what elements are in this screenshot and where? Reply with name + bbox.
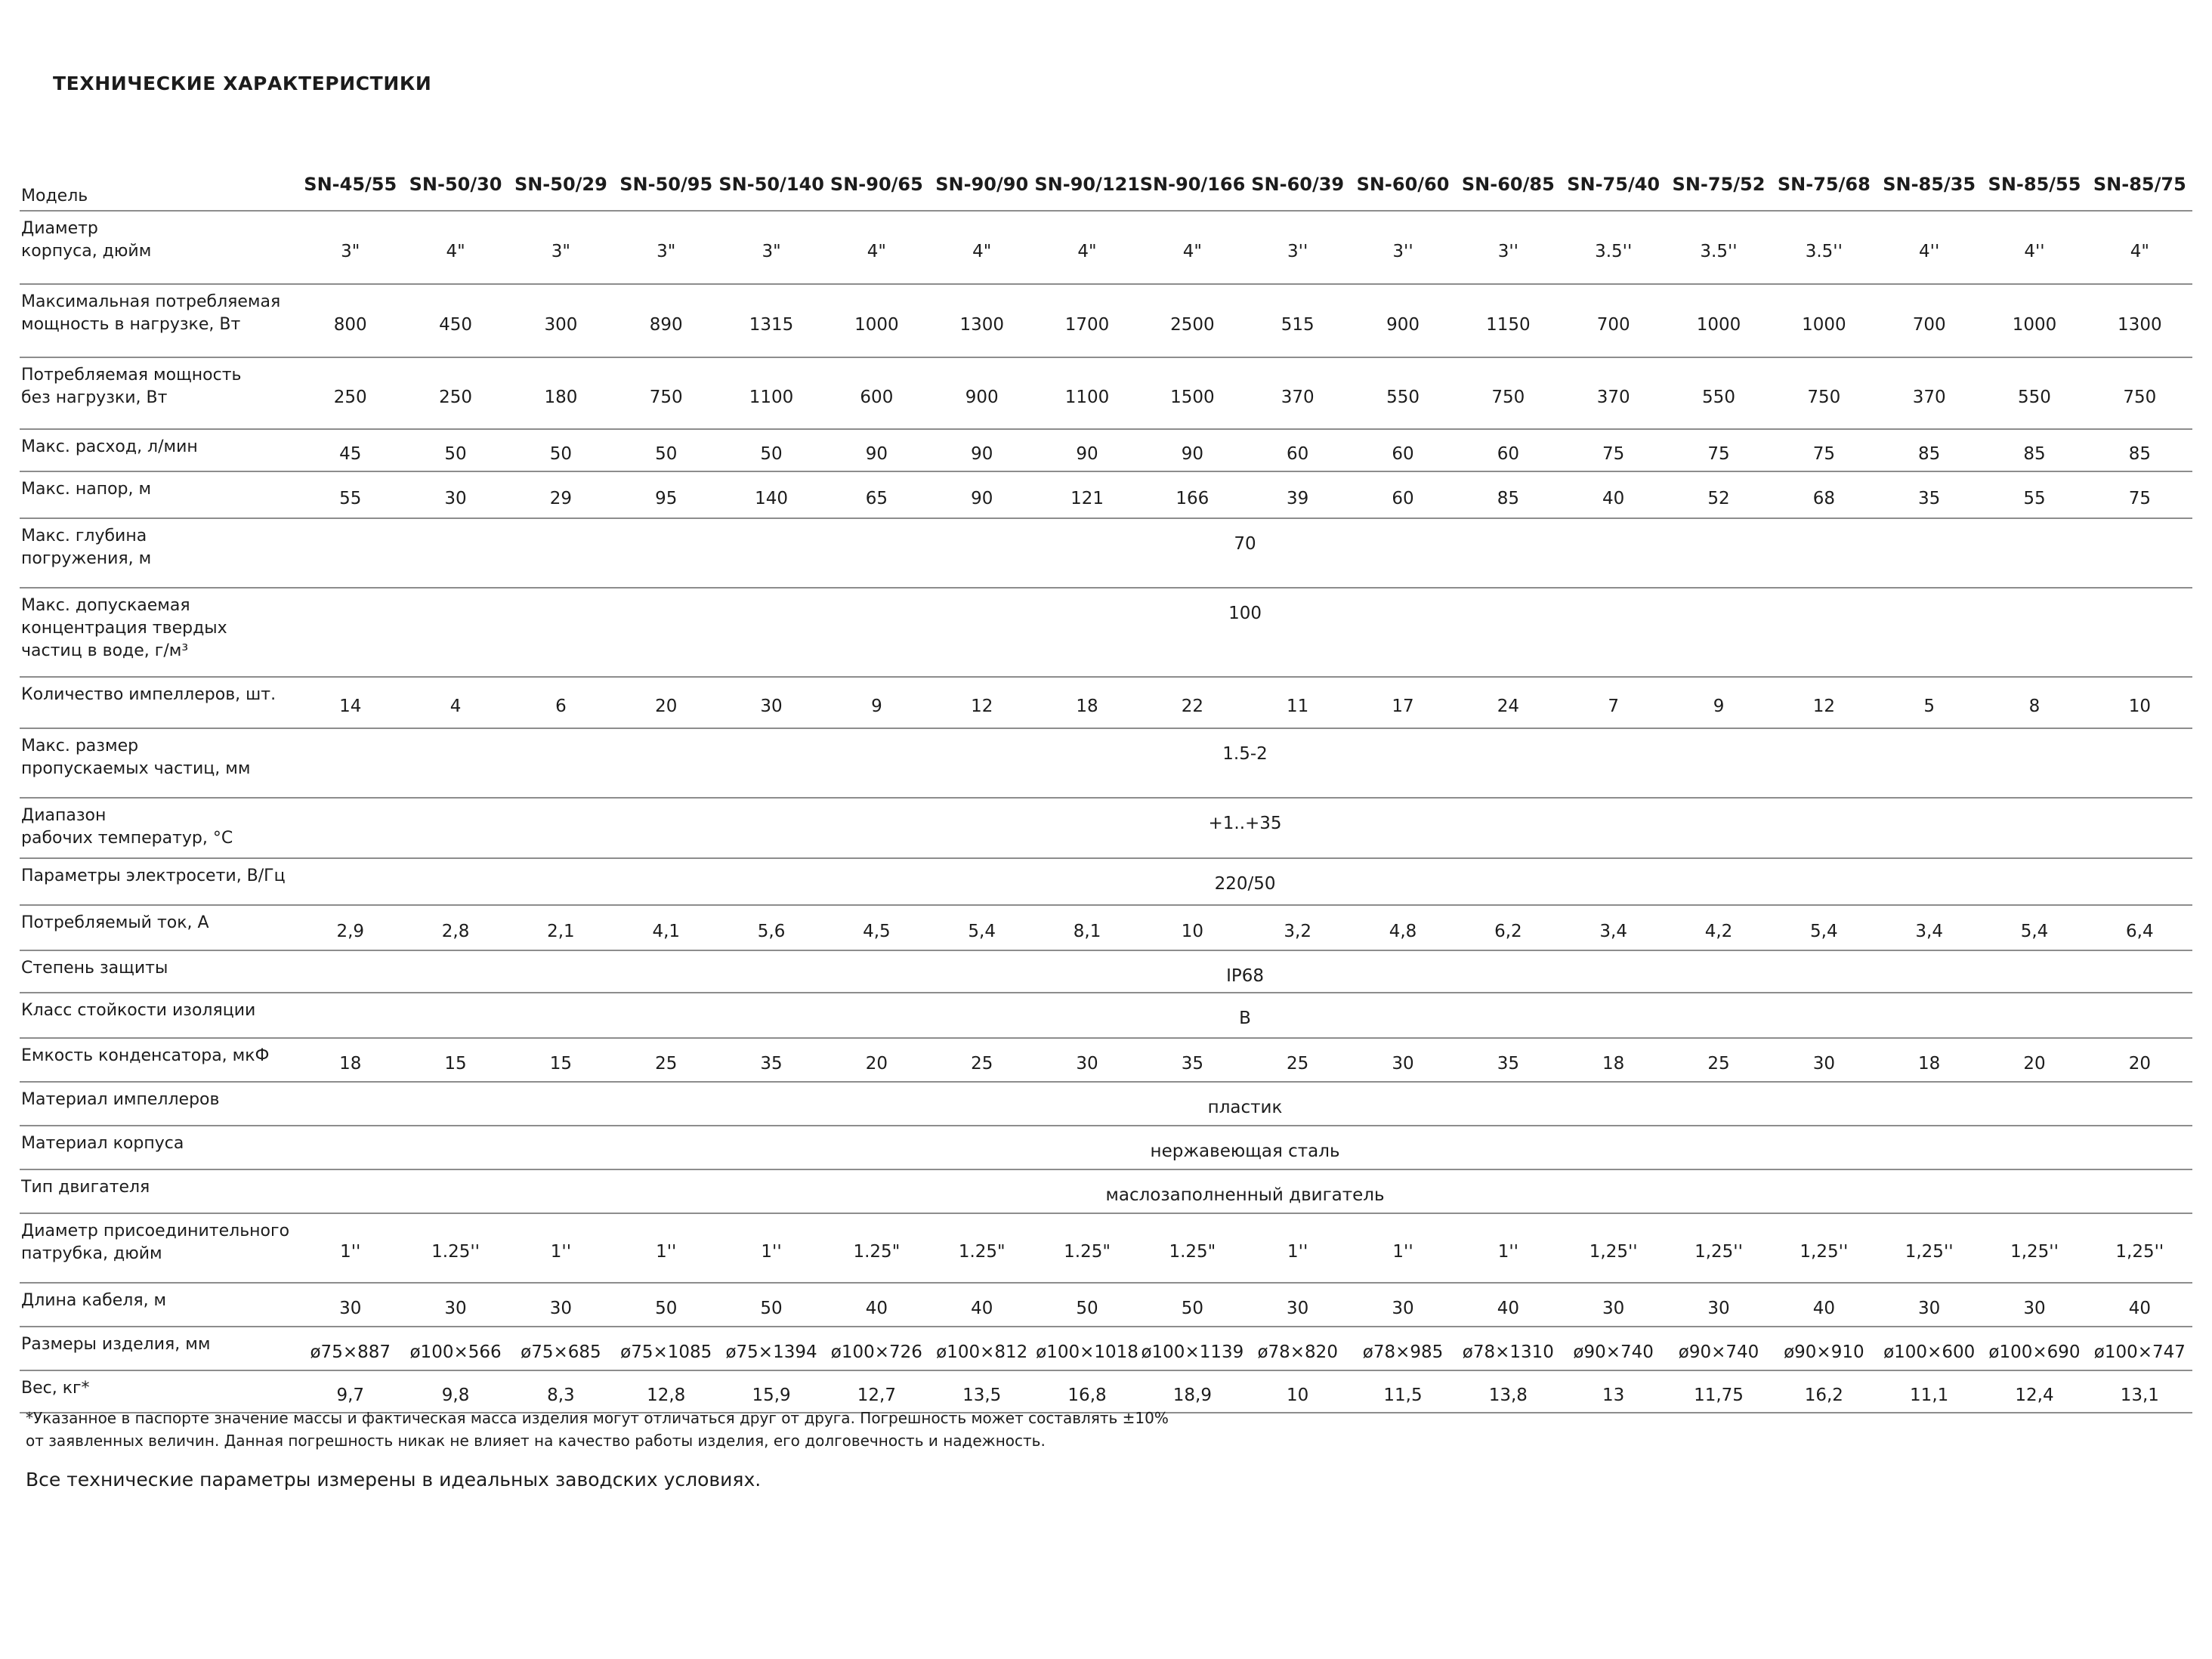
spec-value: 85: [2128, 444, 2151, 464]
spec-value: 1.25": [958, 1242, 1006, 1262]
spec-value-merged: маслозаполненный двигатель: [1105, 1185, 1385, 1205]
spec-value: 18: [339, 1054, 362, 1074]
spec-value: 900: [1386, 314, 1420, 335]
spec-value: 10: [2128, 697, 2151, 716]
spec-value: 40: [865, 1299, 888, 1318]
spec-value: 700: [1596, 314, 1630, 335]
model-label: Модель: [21, 187, 88, 205]
spec-value: 3,2: [1284, 922, 1311, 941]
spec-label: Макс. напор, м: [21, 480, 152, 499]
spec-value: 4,1: [652, 922, 681, 941]
spec-value: 5,4: [2020, 922, 2049, 941]
spec-value: 20: [2128, 1054, 2151, 1074]
spec-value: ø100×1139: [1141, 1342, 1244, 1362]
spec-value: 1'': [656, 1242, 677, 1262]
spec-value: 18: [1918, 1054, 1941, 1074]
spec-row: [20, 471, 2192, 518]
spec-value: 3'': [1392, 241, 1413, 261]
spec-value: 29: [549, 489, 573, 508]
spec-value: 25: [1287, 1054, 1309, 1074]
spec-value: 1'': [761, 1242, 782, 1262]
spec-row: [20, 518, 2192, 588]
model-name: SN-60/60: [1356, 174, 1450, 195]
spec-value: 4": [1182, 241, 1202, 261]
spec-value: 1'': [340, 1242, 361, 1262]
spec-row: [20, 1038, 2192, 1082]
spec-label: Материал корпуса: [21, 1134, 184, 1153]
spec-value: 50: [655, 1299, 678, 1318]
spec-label: Материал импеллеров: [21, 1090, 220, 1109]
spec-value: 4": [867, 241, 886, 261]
spec-value: 370: [1596, 387, 1630, 407]
spec-value: 30: [760, 697, 783, 716]
spec-label: Количество импеллеров, шт.: [21, 685, 276, 704]
spec-value: 4'': [2024, 241, 2045, 261]
spec-value: 800: [333, 314, 367, 335]
spec-value: 11,1: [1910, 1386, 1949, 1405]
spec-value: 75: [2128, 489, 2151, 508]
spec-value: 2500: [1170, 314, 1215, 335]
spec-label: Диаметр присоединительного патрубка, дюйм: [21, 1222, 290, 1263]
spec-value: 1300: [959, 314, 1004, 335]
spec-label: Макс. допускаемая концентрация твердых частиц в воде, г/м³: [21, 596, 227, 660]
spec-value: 24: [1497, 697, 1519, 716]
spec-label: Максимальная потребляемая мощность в нагрузке, Вт: [21, 292, 281, 334]
spec-value: 7: [1608, 697, 1619, 716]
spec-value: 1300: [2118, 314, 2162, 335]
spec-value: 1'': [1497, 1242, 1518, 1262]
spec-value: 20: [2023, 1054, 2046, 1074]
spec-value: 890: [649, 314, 683, 335]
spec-value: 750: [2123, 387, 2157, 407]
spec-value: ø100×812: [936, 1342, 1028, 1362]
spec-value: 1'': [1392, 1242, 1413, 1262]
spec-label: Емкость конденсатора, мкФ: [21, 1046, 270, 1065]
spec-value: 1.25": [853, 1242, 901, 1262]
spec-value: 1.25": [1064, 1242, 1111, 1262]
spec-value-merged: 220/50: [1214, 874, 1276, 894]
spec-value: 1100: [749, 387, 794, 407]
spec-value: 50: [760, 1299, 783, 1318]
spec-value: 250: [333, 387, 367, 407]
spec-value: 40: [1812, 1299, 1835, 1318]
spec-value: 20: [655, 697, 678, 716]
spec-value: 8: [2028, 697, 2041, 716]
spec-label: Параметры электросети, В/Гц: [21, 867, 286, 885]
spec-value: 50: [655, 444, 678, 464]
spec-value: 85: [2023, 444, 2046, 464]
spec-value: 13,1: [2120, 1386, 2159, 1405]
spec-label: Потребляемый ток, А: [21, 913, 209, 932]
spec-value: 10: [1287, 1386, 1309, 1405]
spec-value: 1700: [1064, 314, 1110, 335]
spec-value: 50: [1076, 1299, 1098, 1318]
spec-value: 25: [971, 1054, 993, 1074]
spec-value: 10: [1181, 922, 1203, 941]
spec-value: 3,4: [1599, 922, 1627, 941]
spec-value: 50: [444, 444, 467, 464]
spec-row: [20, 1213, 2192, 1283]
spec-value: ø100×566: [409, 1342, 502, 1362]
spec-label: Диапазон рабочих температур, °С: [21, 806, 233, 848]
spec-value: ø78×820: [1257, 1342, 1338, 1362]
spec-value: 1'': [1287, 1242, 1308, 1262]
spec-row: [20, 728, 2192, 798]
spec-value: 4: [450, 697, 462, 716]
model-name: SN-75/52: [1672, 174, 1766, 195]
spec-value: 30: [339, 1299, 362, 1318]
spec-value-merged: 100: [1228, 604, 1262, 623]
spec-value: 12,4: [2015, 1386, 2054, 1405]
spec-value: 1315: [749, 314, 794, 335]
spec-value: 85: [1497, 489, 1519, 508]
spec-value: ø100×600: [1883, 1342, 1976, 1362]
spec-value: 40: [2128, 1299, 2151, 1318]
spec-value-merged: B: [1239, 1009, 1251, 1028]
spec-value: 68: [1812, 489, 1835, 508]
spec-value: 60: [1392, 489, 1414, 508]
spec-value: 1,25'': [2010, 1242, 2059, 1262]
spec-value: 16,2: [1804, 1386, 1843, 1405]
spec-value: 450: [439, 314, 473, 335]
spec-value: 11,75: [1694, 1386, 1744, 1405]
spec-value: 13: [1602, 1386, 1625, 1405]
spec-value: 900: [965, 387, 999, 407]
spec-value: 5,6: [757, 922, 786, 941]
spec-value: 40: [971, 1299, 993, 1318]
spec-value: 12,8: [647, 1386, 686, 1405]
spec-value: 3.5'': [1700, 241, 1738, 261]
model-name: SN-90/166: [1139, 174, 1246, 195]
spec-value: 55: [339, 489, 362, 508]
model-name: SN-90/121: [1034, 174, 1140, 195]
spec-value: 9: [1713, 697, 1725, 716]
spec-value: 9,8: [441, 1386, 470, 1405]
spec-value: 3,4: [1915, 922, 1943, 941]
spec-value: 2,8: [441, 922, 470, 941]
spec-value: 3'': [1287, 241, 1308, 261]
spec-row: [20, 1283, 2192, 1327]
spec-label: Вес, кг*: [21, 1379, 90, 1398]
spec-value: 40: [1497, 1299, 1519, 1318]
spec-value: 30: [1392, 1299, 1414, 1318]
spec-value: 15: [444, 1054, 467, 1074]
spec-value: 25: [1707, 1054, 1730, 1074]
spec-value: 35: [1497, 1054, 1519, 1074]
spec-value: 22: [1181, 697, 1203, 716]
spec-value: 75: [1602, 444, 1625, 464]
spec-value: 4,8: [1389, 922, 1417, 941]
spec-value: 121: [1070, 489, 1104, 508]
spec-value: 9,7: [336, 1386, 365, 1405]
spec-value: 6,4: [2126, 922, 2154, 941]
spec-value: 600: [860, 387, 894, 407]
spec-value: 550: [1386, 387, 1420, 407]
spec-value: 30: [1918, 1299, 1941, 1318]
spec-value: 30: [444, 1299, 467, 1318]
spec-value: ø75×1085: [620, 1342, 712, 1362]
spec-value-merged: IP68: [1226, 966, 1264, 986]
spec-value: 1150: [1486, 314, 1531, 335]
model-header-row: [20, 159, 2192, 211]
spec-row: [20, 1169, 2192, 1213]
spec-value: 550: [2018, 387, 2051, 407]
spec-value: 12: [971, 697, 993, 716]
model-name: SN-85/35: [1883, 174, 1976, 195]
model-name: SN-85/55: [1988, 174, 2081, 195]
spec-value: 17: [1392, 697, 1414, 716]
spec-value: 16,8: [1067, 1386, 1107, 1405]
spec-value: 30: [1076, 1054, 1098, 1074]
spec-value: 9: [871, 697, 882, 716]
spec-value: 12,7: [857, 1386, 896, 1405]
model-name: SN-60/39: [1251, 174, 1345, 195]
spec-value: 30: [549, 1299, 573, 1318]
spec-value: ø90×740: [1678, 1342, 1759, 1362]
spec-value: 90: [971, 489, 993, 508]
spec-value: 50: [549, 444, 573, 464]
spec-row: [20, 357, 2192, 429]
spec-value: 4": [972, 241, 992, 261]
spec-value: 85: [1918, 444, 1941, 464]
spec-row: [20, 858, 2192, 905]
spec-value: 3'': [1497, 241, 1518, 261]
model-name: SN-85/75: [2093, 174, 2186, 195]
spec-value: 95: [655, 489, 678, 508]
spec-value: ø90×740: [1573, 1342, 1654, 1362]
spec-value: 90: [1181, 444, 1203, 464]
spec-value: 4": [2130, 241, 2149, 261]
spec-value: 1,25'': [1589, 1242, 1638, 1262]
spec-value: 30: [1812, 1054, 1835, 1074]
spec-row: [20, 1082, 2192, 1126]
spec-value: 90: [865, 444, 888, 464]
spec-value: 75: [1812, 444, 1835, 464]
spec-value: ø100×726: [830, 1342, 922, 1362]
spec-value: 8,3: [547, 1386, 575, 1405]
spec-value: 35: [1181, 1054, 1203, 1074]
spec-value: 60: [1287, 444, 1309, 464]
spec-value: 3.5'': [1805, 241, 1843, 261]
model-name: SN-75/68: [1777, 174, 1871, 195]
spec-value: 90: [971, 444, 993, 464]
model-name: SN-50/140: [718, 174, 824, 195]
model-name: SN-50/30: [409, 174, 502, 195]
spec-value-merged: пластик: [1207, 1098, 1283, 1117]
spec-value: ø100×1018: [1036, 1342, 1138, 1362]
spec-value: 14: [339, 697, 362, 716]
spec-value: 1000: [1696, 314, 1741, 335]
spec-label: Макс. расход, л/мин: [21, 437, 198, 456]
spec-value: 30: [1287, 1299, 1309, 1318]
spec-value: 515: [1281, 314, 1315, 335]
spec-value: 45: [339, 444, 362, 464]
spec-row: [20, 429, 2192, 471]
spec-value: 550: [1702, 387, 1735, 407]
spec-value: 15,9: [752, 1386, 791, 1405]
spec-value: 2,9: [336, 922, 365, 941]
spec-label: Потребляемая мощность без нагрузки, Вт: [21, 366, 242, 407]
spec-value: ø75×887: [310, 1342, 391, 1362]
model-name: SN-50/95: [619, 174, 713, 195]
spec-value-merged: 70: [1234, 534, 1256, 554]
spec-value: 4'': [1919, 241, 1940, 261]
spec-value: 13,8: [1488, 1386, 1528, 1405]
spec-value: 4": [1077, 241, 1097, 261]
spec-row: [20, 905, 2192, 950]
model-name: SN-60/85: [1461, 174, 1555, 195]
spec-label: Макс. глубина погружения, м: [21, 527, 152, 568]
spec-value: 700: [1912, 314, 1946, 335]
spec-value: 5,4: [1810, 922, 1838, 941]
spec-label: Длина кабеля, м: [21, 1291, 167, 1310]
spec-value: 3": [341, 241, 360, 261]
spec-value: 50: [1181, 1299, 1203, 1318]
page-title: ТЕХНИЧЕСКИЕ ХАРАКТЕРИСТИКИ: [53, 73, 432, 94]
spec-value: 12: [1812, 697, 1835, 716]
model-name: SN-50/29: [514, 174, 607, 195]
spec-table: [20, 159, 2192, 1413]
spec-label: Степень защиты: [21, 959, 168, 978]
spec-value: ø75×1394: [725, 1342, 817, 1362]
spec-value: ø78×1310: [1462, 1342, 1554, 1362]
spec-value: 25: [655, 1054, 678, 1074]
spec-value: 13,5: [962, 1386, 1002, 1405]
footnote: *Указанное в паспорте значение массы и фактическая масса изделия могут отличаться друг от друга. Погрешность может составлять ±10% от заявленных величин. Данная погрешность никак не влияет на качество работы изделия, его долговечность и надежность.: [26, 1409, 1169, 1450]
spec-body: [20, 211, 2192, 1413]
spec-value: 4": [446, 241, 465, 261]
spec-value: 30: [2023, 1299, 2046, 1318]
spec-value: 6,2: [1494, 922, 1522, 941]
spec-row: [20, 798, 2192, 858]
spec-value: 52: [1707, 489, 1730, 508]
spec-value: 300: [544, 314, 578, 335]
spec-value: 5,4: [968, 922, 996, 941]
spec-value: 1000: [854, 314, 899, 335]
spec-row: [20, 588, 2192, 677]
spec-value: 1000: [2012, 314, 2057, 335]
spec-value: 3": [656, 241, 676, 261]
model-name: SN-90/90: [935, 174, 1029, 195]
spec-value: 1100: [1064, 387, 1110, 407]
spec-value: 30: [1392, 1054, 1414, 1074]
spec-value: 18,9: [1172, 1386, 1212, 1405]
spec-row: [20, 1327, 2192, 1370]
spec-label: Макс. размер пропускаемых частиц, мм: [21, 737, 251, 778]
spec-value: 1000: [1802, 314, 1846, 335]
spec-value: 6: [555, 697, 567, 716]
spec-value: 1500: [1170, 387, 1215, 407]
spec-value: 40: [1602, 489, 1625, 508]
spec-value: 65: [865, 489, 888, 508]
spec-value: 3": [551, 241, 570, 261]
spec-value: 1'': [550, 1242, 572, 1262]
spec-value: 18: [1076, 697, 1098, 716]
model-name: SN-90/65: [830, 174, 923, 195]
spec-value: 750: [1807, 387, 1841, 407]
spec-value: 18: [1602, 1054, 1625, 1074]
spec-label: Размеры изделия, мм: [21, 1335, 211, 1354]
spec-value: 1,25'': [1695, 1242, 1743, 1262]
spec-value: 1,25'': [1905, 1242, 1954, 1262]
spec-value: 15: [549, 1054, 573, 1074]
spec-value: ø90×910: [1784, 1342, 1864, 1362]
spec-value: 166: [1176, 489, 1209, 508]
spec-value: 370: [1281, 387, 1315, 407]
spec-value: 3": [762, 241, 781, 261]
spec-value: 3.5'': [1595, 241, 1633, 261]
spec-value: 55: [2023, 489, 2046, 508]
spec-value: 35: [1918, 489, 1941, 508]
spec-value: 1.25": [1169, 1242, 1216, 1262]
spec-value-merged: нержавеющая сталь: [1150, 1142, 1340, 1161]
spec-value: 50: [760, 444, 783, 464]
spec-value: ø100×690: [1988, 1342, 2081, 1362]
spec-label: Тип двигателя: [21, 1178, 150, 1197]
spec-value: 2,1: [547, 922, 575, 941]
spec-value: 1.25'': [431, 1242, 480, 1262]
spec-value: 180: [544, 387, 578, 407]
spec-row: [20, 993, 2192, 1038]
spec-value-merged: 1.5-2: [1222, 744, 1268, 764]
model-name: SN-75/40: [1567, 174, 1661, 195]
spec-value: 20: [865, 1054, 888, 1074]
spec-value: 140: [755, 489, 788, 508]
spec-value: 5: [1923, 697, 1935, 716]
spec-value: ø78×985: [1362, 1342, 1444, 1362]
spec-row: [20, 1126, 2192, 1169]
spec-value: ø75×685: [521, 1342, 601, 1362]
spec-value: 8,1: [1073, 922, 1101, 941]
spec-value: 30: [1707, 1299, 1730, 1318]
spec-value: 39: [1287, 489, 1309, 508]
spec-value: 75: [1707, 444, 1730, 464]
spec-value: 60: [1497, 444, 1519, 464]
spec-value: 35: [760, 1054, 783, 1074]
spec-value: 60: [1392, 444, 1414, 464]
spec-row: [20, 950, 2192, 993]
spec-row: [20, 284, 2192, 357]
spec-value: 90: [1076, 444, 1098, 464]
spec-row: [20, 677, 2192, 728]
spec-label: Класс стойкости изоляции: [21, 1001, 256, 1020]
spec-value: 11: [1287, 697, 1309, 716]
spec-value: 250: [439, 387, 473, 407]
spec-value: 750: [1491, 387, 1525, 407]
spec-value: 370: [1912, 387, 1946, 407]
spec-value: 1,25'': [1800, 1242, 1849, 1262]
spec-label: Диаметр корпуса, дюйм: [21, 219, 152, 261]
spec-value: 11,5: [1383, 1386, 1423, 1405]
spec-row: [20, 211, 2192, 284]
measurement-note: Все технические параметры измерены в идеальных заводских условиях.: [26, 1469, 762, 1491]
spec-value: 750: [649, 387, 683, 407]
spec-value-merged: +1..+35: [1208, 814, 1282, 833]
spec-value: 30: [444, 489, 467, 508]
spec-value: 30: [1602, 1299, 1625, 1318]
spec-value: 4,5: [863, 922, 891, 941]
spec-value: 4,2: [1704, 922, 1733, 941]
spec-value: ø100×747: [2093, 1342, 2186, 1362]
model-name: SN-45/55: [304, 174, 397, 195]
spec-value: 1,25'': [2115, 1242, 2164, 1262]
